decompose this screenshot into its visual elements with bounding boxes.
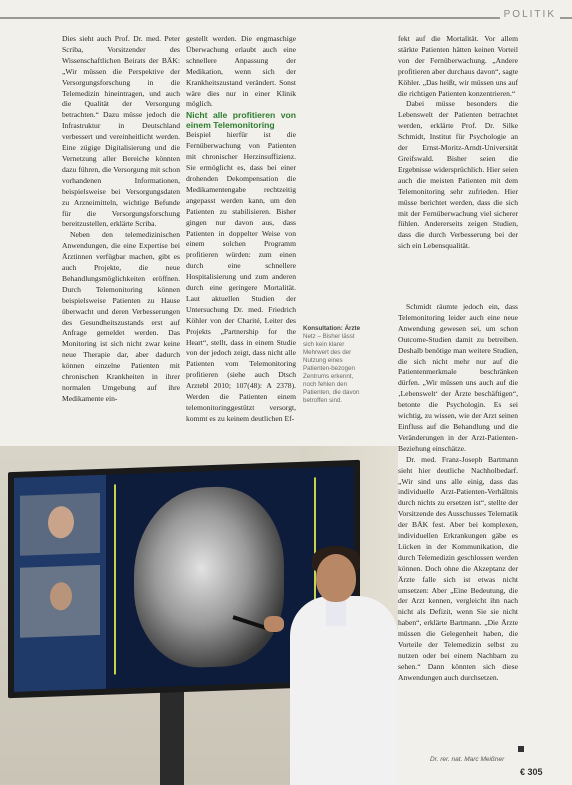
video-panel: [14, 475, 106, 692]
screen-divider: [114, 484, 116, 674]
paragraph: gestellt werden. Die engmaschige Überwachung erlaubt auch eine schnellere Anpassung der Medikation, wenn sich der Krankheitszustand verändert. Sonst wäre dies nur in einer Klinik möglich.: [186, 34, 296, 109]
text-column-3-bottom: [398, 302, 518, 684]
caption-title: Konsultation: Ärzte: [303, 325, 361, 332]
doctor-head: [316, 554, 356, 602]
doctor-hand: [264, 616, 284, 632]
screen-stand: [160, 688, 184, 785]
author-credit: Dr. rer. nat. Marc Meißner: [430, 756, 505, 763]
caption-text: Netz – Bisher lässt sich kein klarer Mehrwert des der Nutzung eines Patienten-bezogen Zentrums erkennt, noch fehlen den Patienten, die davon betroffen sind.: [303, 333, 360, 404]
section-label: POLITIK: [500, 9, 560, 20]
paragraph: Neben den telemedizinischen Anwendungen, die eine Expertise bei Ärztinnen verfügbar machen, gibt es auch Projekte, die neue Behandlungsmöglichkeiten eröffnen. Durch Telemonitoring können beispielsweise Patienten zu Hause überwacht und deren Verbesserungen des Gesundheitszustands erst auf Anfrage gemeldet werden. Das Monitoring ist sich nicht zwar keine neue Therapie dar, aber dadurch können einzelne Patienten mit chronischen Krankheiten in ihrer normalen Umgebung auf ihre Medikamente ein-: [62, 230, 180, 403]
paragraph: Beispiel hierfür ist die Fernüberwachung von Patienten mit chronischer Herzinsuffizienz. Sie ermöglicht es, dass bei einer drohenden Dekompensation die Medikamentengabe rechtzeitig angepasst werden kann, um den Patienten zu stabilisieren. Bisher gingen nur davon aus, dass Patienten in doppelter Weise von einem solchen Programm profitieren würden: zum einen durch eine schnellere Hospitalisierung und zum anderen durch eine geringere Mortalität. Laut aktuellen Studien der Untersuchung Dr. med. Friedrich Köhler von der Charité, Leiter des Projekts „Partnership for the Heart“, stellt, dass in einem Studie von der jedoch zeigt, dass nicht alle Patienten vom Telemonitoring profitieren (siehe auch Dtsch Arztebl 2010; 107(48): A 2378). Werden die Patienten einem telemonitoringgestützt versorgt, kommt es zu keinem deutlichen Ef-: [186, 130, 296, 423]
photo-caption: [303, 325, 365, 405]
telemedicine-photo: [0, 446, 398, 785]
video-feed: [20, 565, 100, 638]
video-feed: [20, 493, 100, 556]
paragraph: Dabei müsse besonders die Lebenswelt der Patienten betrachtet werden, erklärte Prof. Dr. Silke Schmidt, Institut für Psychologie an der Ernst-Moritz-Arndt-Universität Greifswald. Bisher seien die Ergebnisse widersprüchlich. Hier seien auch die meisten Patienten mit dem Telemonitoring sehr zufrieden. Hier müsse berichtet werden, dass die sich mit der Fernüberwachung viel sicherer fühlen. Andererseits zeigen Studien, dass die durch Verbesserung bei der sich ein Lebensqualität.: [398, 99, 518, 251]
subheading: Nicht alle profitieren von einem Telemonitoring: [186, 110, 296, 131]
face: [48, 506, 74, 539]
text-column-3-top: [398, 34, 518, 252]
paragraph: Dies sieht auch Prof. Dr. med. Peter Scriba, Vorsitzender des Wissenschaftlichen Beirats der BÄK: „Wir müssen die Perspektive der Versorgungsforschung in die Telemedizin hineintragen, und auch die Qualität der Versorgung betrachten.“ Dazu müsse jedoch die Infrastruktur in Deutschland verbessert und vereinheitlicht werden. Eine zügige Digitalisierung und die Vernetzung aller Bereiche könnten dazu führen, die Versorgung mit schon vorhandenen Informationen, beispielsweise bei Versorgungsdaten zu Arzneimitteln, wichtige Befunde für die Versorgungsforschung bereitzustellen, erklärte Scriba.: [62, 34, 180, 229]
paragraph: fekt auf die Mortalität. Vor allem stärkte Patienten hätten keinen Vorteil von der Fernüberwachung. „Andere profitieren aber durchaus davon“, sagte Köhler. „Das heißt, wir müssen uns auf die richtigen Patienten konzentrieren.“: [398, 34, 518, 98]
face: [50, 582, 72, 611]
article-end-mark: [518, 746, 524, 752]
text-column-1: [62, 34, 180, 405]
paragraph: Schmidt räumte jedoch ein, dass Telemonitoring leider auch eine neue Anwendung gewesen sei, um schon Outcome-Studien damit zu betreiben. Deshalb benötige man weitere Studien, die sich nicht mehr nur auf die Patientenmerkmale beschränken dürfen. „Wir müssen uns auch auf die ‚Lebenswelt‘ der Ärzte beschäftigen“, betonte die Psychologin. Es sei wichtig, zu wissen, wie der Arzt seinen Einfluss auf die Behandlung und die Veränderungen in der Arzt-Patienten-Beziehung einschätze.: [398, 302, 518, 453]
header-rule: [0, 17, 572, 19]
page-number: € 305: [520, 767, 543, 777]
mri-brain-scan: [134, 485, 284, 670]
paragraph: Dr. med. Franz-Joseph Bartmann sieht hier deutliche Nachholbedarf. „Wir sind uns alle einig, dass das individuelle Arzt-Patienten-Verhältnis durch nichts zu ersetzen ist“, stellte der Vorsitzende des Ausschusses Telematik der BÄK fest. Aber bei komplexen, individuellen Erkrankungen gäbe es Lücken in der Kommunikation, die durch Telemedizin geschlossen werden können. Doch ohne die Akzeptanz der Ärzte falle sich ist etwas nicht umsetzen: Aber „Eine Bedeutung, die der Arzt kennen, vergleicht ihn nach nicht als Defizit, wenn Sie sie nicht haben“, erklärte Bartmann. „Die Ärzte müssen die Gelegenheit haben, die Vorteile der Telemedizin selbst zu nutzen oder bei einem Nachbarn zu sehen.“ Dann könnten sich diese Anwendungen auch durchsetzen.: [398, 454, 518, 682]
text-column-2: [186, 34, 296, 425]
